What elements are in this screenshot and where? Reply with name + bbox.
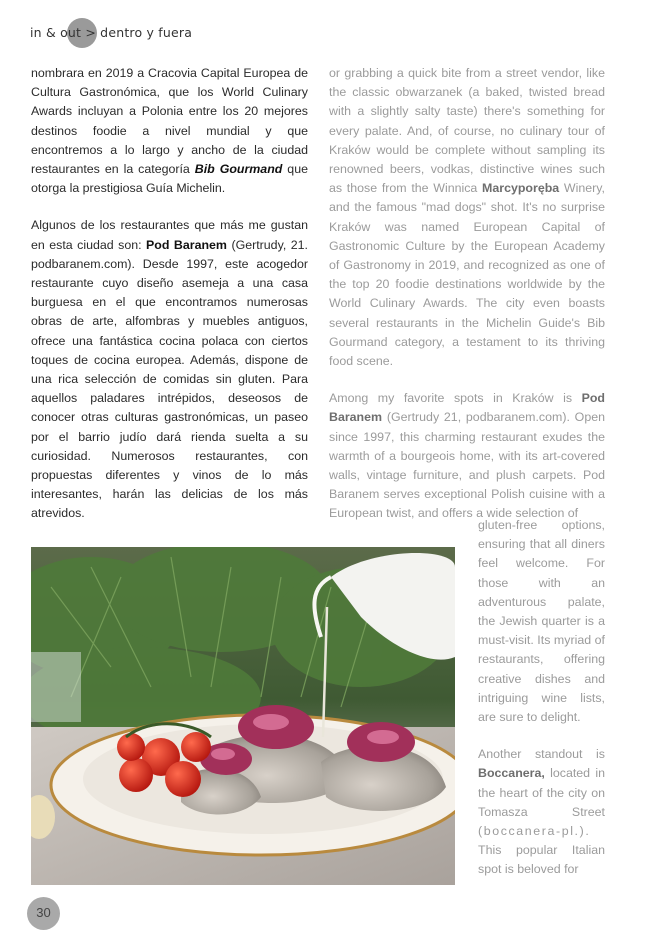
restaurant-name-pod-baranem-en: Pod Baranem: [329, 391, 605, 425]
spanish-p2-start: Algunos de los restaurantes que más me gustan en esta ciudad son:: [31, 218, 308, 252]
english-p3-start: Another standout is: [478, 747, 605, 762]
english-paragraph-2-continued: gluten-free options, ensuring that all diners feel welcome. For those with an adventurous palate, the Jewish quarter is a must-visit. Its myriad of restaurants, offering creative dishes and intriguing wine lists, are sure to delight.: [478, 518, 605, 725]
restaurant-name-pod-baranem: Pod Baranem: [146, 237, 227, 252]
english-p1-start: or grabbing a quick bite from a street vendor, like the classic obwarzanek (a baked, twisted bread with a slightly salty taste) there's something for every palate. And, of course, no culinary tour of Kraków would be complete without sampling its renowned beers, vodkas, distinctive wines such as those from the Winnica: [329, 66, 605, 196]
boccanera-url: (boccanera-pl.).: [478, 824, 591, 839]
english-p1-rest: Winery, and the famous "mad dogs" shot. It's no surprise Kraków was named European Capital of Gastronomic Culture by the European Academy of Gastronomy in 2019, and recognized as one of the top 20 foodie destinations worldwide by the World Culinary Awards. The city even boasts several restaurants in the Michelin Guide's Bib Gourmand category, a testament to its thriving food scene.: [329, 181, 605, 369]
english-column: [329, 64, 605, 524]
spanish-column: [31, 64, 308, 524]
spanish-p1-end: que otorga la prestigiosa Guía Michelin.: [31, 162, 308, 196]
english-p3-end: This popular Italian spot is beloved for: [478, 843, 605, 877]
section-title: in & out > dentro y fuera: [30, 25, 193, 40]
spanish-paragraph-2: [31, 216, 308, 523]
english-p3-rest: located in the heart of the city on Tomasza Street: [478, 766, 605, 819]
food-photo-illustration: [31, 547, 455, 885]
food-photo-herring-dish: [31, 547, 455, 885]
winery-name-marcyporeba: Marcyporęba: [482, 181, 560, 196]
page-number: 30: [36, 905, 51, 920]
restaurant-name-boccanera: Boccanera,: [478, 766, 545, 781]
english-paragraph-3: [478, 745, 605, 879]
spanish-p1-text: nombrara en 2019 a Cracovia Capital Europea de Cultura Gastronómica, que los World Culinary Awards incluyan a Polonia entre los 20 mejores destinos foodie a nivel mundial y que encontremos a lo largo y ancho de la ciudad restaurantes en la categoría: [31, 66, 308, 177]
english-p2-rest: (Gertrudy 21, podbaranem.com). Open since 1997, this charming restaurant exudes the warmth of a bourgeois home, with its art-covered walls, vintage furniture, and plush carpets. Pod Baranem serves exceptional Polish cuisine with a European twist, and offers a wide selection of: [329, 410, 605, 521]
english-column-continued: [478, 516, 605, 880]
english-p2-start: Among my favorite spots in Kraków is: [329, 391, 573, 406]
english-paragraph-2: [329, 389, 605, 523]
bib-gourmand-emphasis: Bib Gourmand: [194, 162, 283, 177]
english-paragraph-1: [329, 64, 605, 371]
spanish-p2-rest: (Gertrudy, 21. podbaranem.com). Desde 1997, este acogedor restaurante cuyo diseño asemeja a una casa burguesa en el que encontramos numerosas obras de arte, alfombras y muebles antiguos, ofrece una fantástica cocina polaca con ciertos toques de cocina europea. Además, dispone de una rica selección de comidas sin gluten. Para aquellos paladares intrépidos, deseosos de conocer otras culturas gastronómicas, un paseo por el barrio judío dará rienda suelta a su curiosidad. Numerosos restaurantes, con propuestas diferentes y vinos de lo más interesantes, harán las delicias de los más atrevidos.: [31, 237, 308, 521]
spanish-paragraph-1: [31, 64, 308, 198]
